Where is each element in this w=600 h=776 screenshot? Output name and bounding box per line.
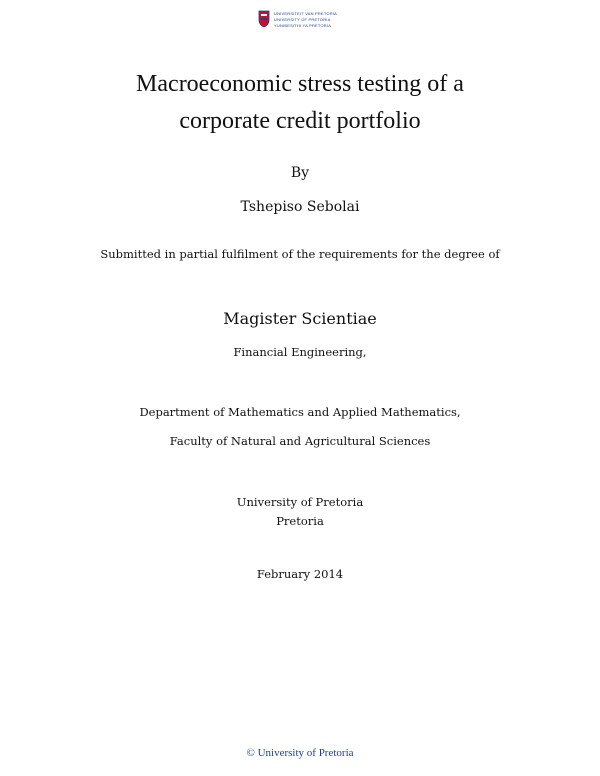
thesis-title bbox=[0, 66, 600, 140]
logo-line-sepedi: YUNIBESITHI YA PRETORIA bbox=[274, 22, 332, 28]
logo-line-english: UNIVERSITY OF PRETORIA bbox=[274, 16, 331, 22]
submission-statement: Submitted in partial fulfilment of the requirements for the degree of bbox=[100, 247, 500, 261]
degree-name: Magister Scientiae bbox=[223, 309, 377, 328]
university-logo bbox=[258, 8, 344, 30]
city-name: Pretoria bbox=[276, 514, 324, 528]
department-name: Department of Mathematics and Applied Mathematics, bbox=[139, 405, 461, 419]
copyright-notice: © University of Pretoria bbox=[246, 747, 354, 759]
university-name: University of Pretoria bbox=[236, 495, 364, 509]
logo-line-afrikaans: UNIVERSITEIT VAN PRETORIA bbox=[274, 10, 338, 16]
author-name: Tshepiso Sebolai bbox=[240, 199, 360, 215]
degree-field: Financial Engineering, bbox=[233, 345, 367, 359]
submission-date: February 2014 bbox=[256, 567, 344, 581]
institution bbox=[0, 493, 600, 531]
by-label: By bbox=[290, 165, 310, 181]
thesis-title-line-2: corporate credit portfolio bbox=[179, 108, 421, 134]
thesis-title-line-1: Macroeconomic stress testing of a bbox=[136, 71, 464, 97]
faculty-name: Faculty of Natural and Agricultural Sciences bbox=[169, 434, 431, 448]
university-crest-icon bbox=[258, 10, 270, 28]
logo-wordmark bbox=[274, 11, 337, 28]
